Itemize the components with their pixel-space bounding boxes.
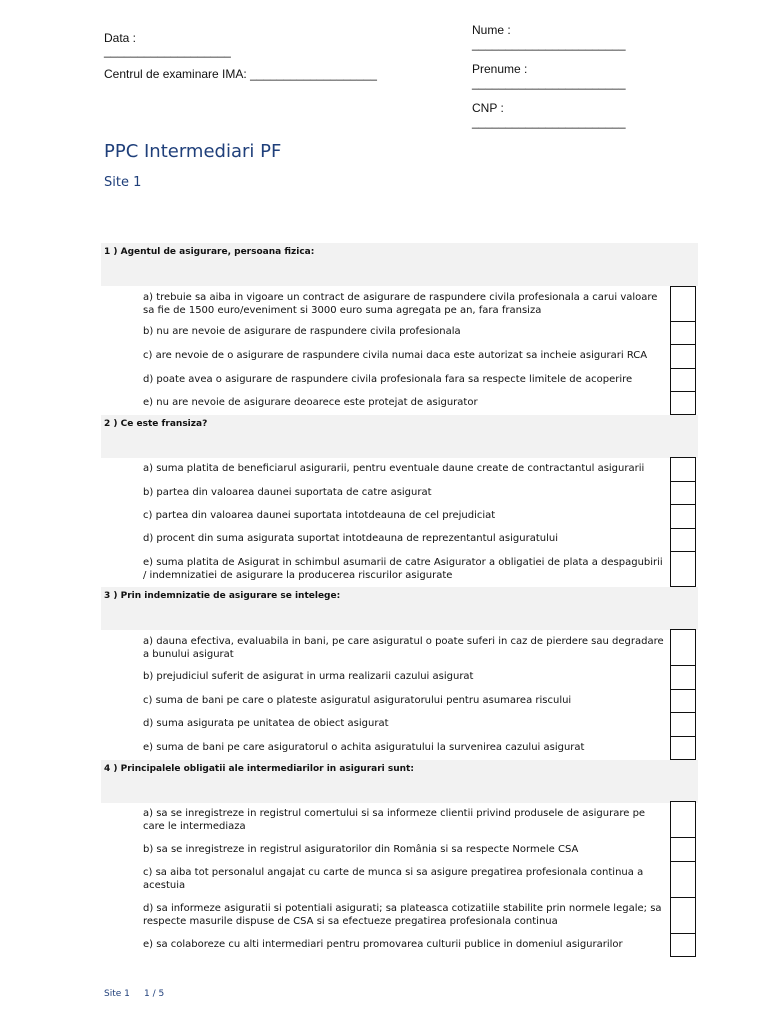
- answer-option: b) prejudiciul suferit de asigurat in urma realizarii cazului asigurat: [143, 671, 474, 682]
- page-subtitle: Site 1: [104, 175, 142, 190]
- answer-checkbox[interactable]: [670, 391, 696, 415]
- answer-option: a) dauna efectiva, evaluabila in bani, pe care asiguratul o poate suferi in caz de pierdere sau degradare a bunului asigurat: [143, 636, 664, 660]
- answer-option: b) nu are nevoie de asigurare de raspundere civila profesionala: [143, 326, 461, 337]
- answer-checkbox[interactable]: [670, 344, 696, 369]
- data-label: Data :: [104, 31, 137, 45]
- answer-option: b) sa se inregistreze in registrul asiguratorilor din România si sa respecte Normele CSA: [143, 844, 579, 855]
- answer-checkbox[interactable]: [670, 368, 696, 392]
- question-text: 4 ) Principalele obligatii ale intermediarilor in asigurari sunt:: [104, 764, 414, 774]
- answer-option: e) suma de bani pe care asiguratorul o achita asiguratului la survenirea cazului asigurat: [143, 742, 585, 753]
- answer-checkbox[interactable]: [670, 837, 696, 862]
- nume-line: _______________________: [472, 37, 626, 51]
- prenume-line: _______________________: [472, 76, 626, 90]
- answer-option: c) are nevoie de o asigurare de raspundere civila numai daca este autorizat sa incheie asigurari RCA: [143, 350, 648, 361]
- answer-checkbox[interactable]: [670, 665, 696, 690]
- answer-checkbox[interactable]: [670, 457, 696, 482]
- answer-checkbox[interactable]: [670, 712, 696, 737]
- question-text: 3 ) Prin indemnizatie de asigurare se intelege:: [104, 591, 341, 601]
- answer-checkbox[interactable]: [670, 286, 696, 322]
- exam-center-label: Centrul de examinare IMA: ___________________: [104, 67, 377, 81]
- answer-option: d) sa informeze asiguratii si potentiali asigurati; sa plateasca cotizatiile stabilite prin normele legale; sa respecte masurile dispuse de CSA si sa efectueze pregatirea profesionala continua: [143, 903, 662, 927]
- cnp-line: _______________________: [472, 115, 626, 129]
- answer-checkbox[interactable]: [670, 551, 696, 587]
- answer-option: d) suma asigurata pe unitatea de obiect asigurat: [143, 718, 389, 729]
- question-header: [101, 243, 698, 286]
- cnp-label: CNP :: [472, 101, 504, 115]
- question-text: 2 ) Ce este fransiza?: [104, 419, 208, 429]
- answer-option: a) suma platita de beneficiarul asigurarii, pentru eventuale daune create de contractantul asigurarii: [143, 463, 645, 474]
- page-title: PPC Intermediari PF: [104, 141, 282, 162]
- answer-option: e) suma platita de Asigurat in schimbul asumarii de catre Asigurator a obligatiei de plata a despagubirii / indemnizatiei de asigurare la producerea riscurilor asigurate: [143, 557, 663, 581]
- answer-checkbox[interactable]: [670, 736, 696, 760]
- answer-option: c) sa aiba tot personalul angajat cu carte de munca si sa asigure pregatirea profesionala continua a acestuia: [143, 867, 644, 891]
- question-header: [101, 415, 698, 458]
- answer-option: d) procent din suma asigurata suportat intotdeauna de reprezentantul asiguratului: [143, 533, 558, 544]
- answer-checkbox[interactable]: [670, 481, 696, 505]
- answer-option: a) trebuie sa aiba in vigoare un contract de asigurare de raspundere civila profesionala a carui valoare sa fie de 1500 euro/eveniment si 3000 euro suma agregata pe an, fara fransiza: [143, 292, 658, 316]
- answer-checkbox[interactable]: [670, 801, 696, 838]
- answer-checkbox[interactable]: [670, 689, 696, 713]
- question-text: 1 ) Agentul de asigurare, persoana fizica:: [104, 247, 315, 257]
- answer-option: a) sa se inregistreze in registrul comertului si sa informeze clientii privind produsele de asigurare pe care le intermediaza: [143, 808, 646, 832]
- answer-option: e) sa colaboreze cu alti intermediari pentru promovarea culturii publice in domeniul asigurarilor: [143, 939, 623, 950]
- answer-checkbox[interactable]: [670, 321, 696, 345]
- data-line: ___________________: [104, 44, 231, 58]
- footer-site: Site 1: [104, 989, 130, 999]
- answer-checkbox[interactable]: [670, 528, 696, 552]
- question-header: [101, 760, 698, 803]
- prenume-label: Prenume :: [472, 62, 528, 76]
- answer-option: c) suma de bani pe care o plateste asiguratul asiguratorului pentru asumarea riscului: [143, 695, 572, 706]
- question-header: [101, 587, 698, 630]
- nume-label: Nume :: [472, 23, 511, 37]
- answer-option: e) nu are nevoie de asigurare deoarece este protejat de asigurator: [143, 397, 478, 408]
- answer-checkbox[interactable]: [670, 504, 696, 529]
- answer-option: c) partea din valoarea daunei suportata intotdeauna de cel prejudiciat: [143, 510, 496, 521]
- answer-option: b) partea din valoarea daunei suportata de catre asigurat: [143, 487, 432, 498]
- answer-checkbox[interactable]: [670, 933, 696, 957]
- answer-checkbox[interactable]: [670, 629, 696, 666]
- answer-checkbox[interactable]: [670, 897, 696, 934]
- answer-option: d) poate avea o asigurare de raspundere civila profesionala fara sa respecte limitele de acoperire: [143, 374, 633, 385]
- footer-page-number: 1 / 5: [144, 989, 165, 999]
- answer-checkbox[interactable]: [670, 861, 696, 898]
